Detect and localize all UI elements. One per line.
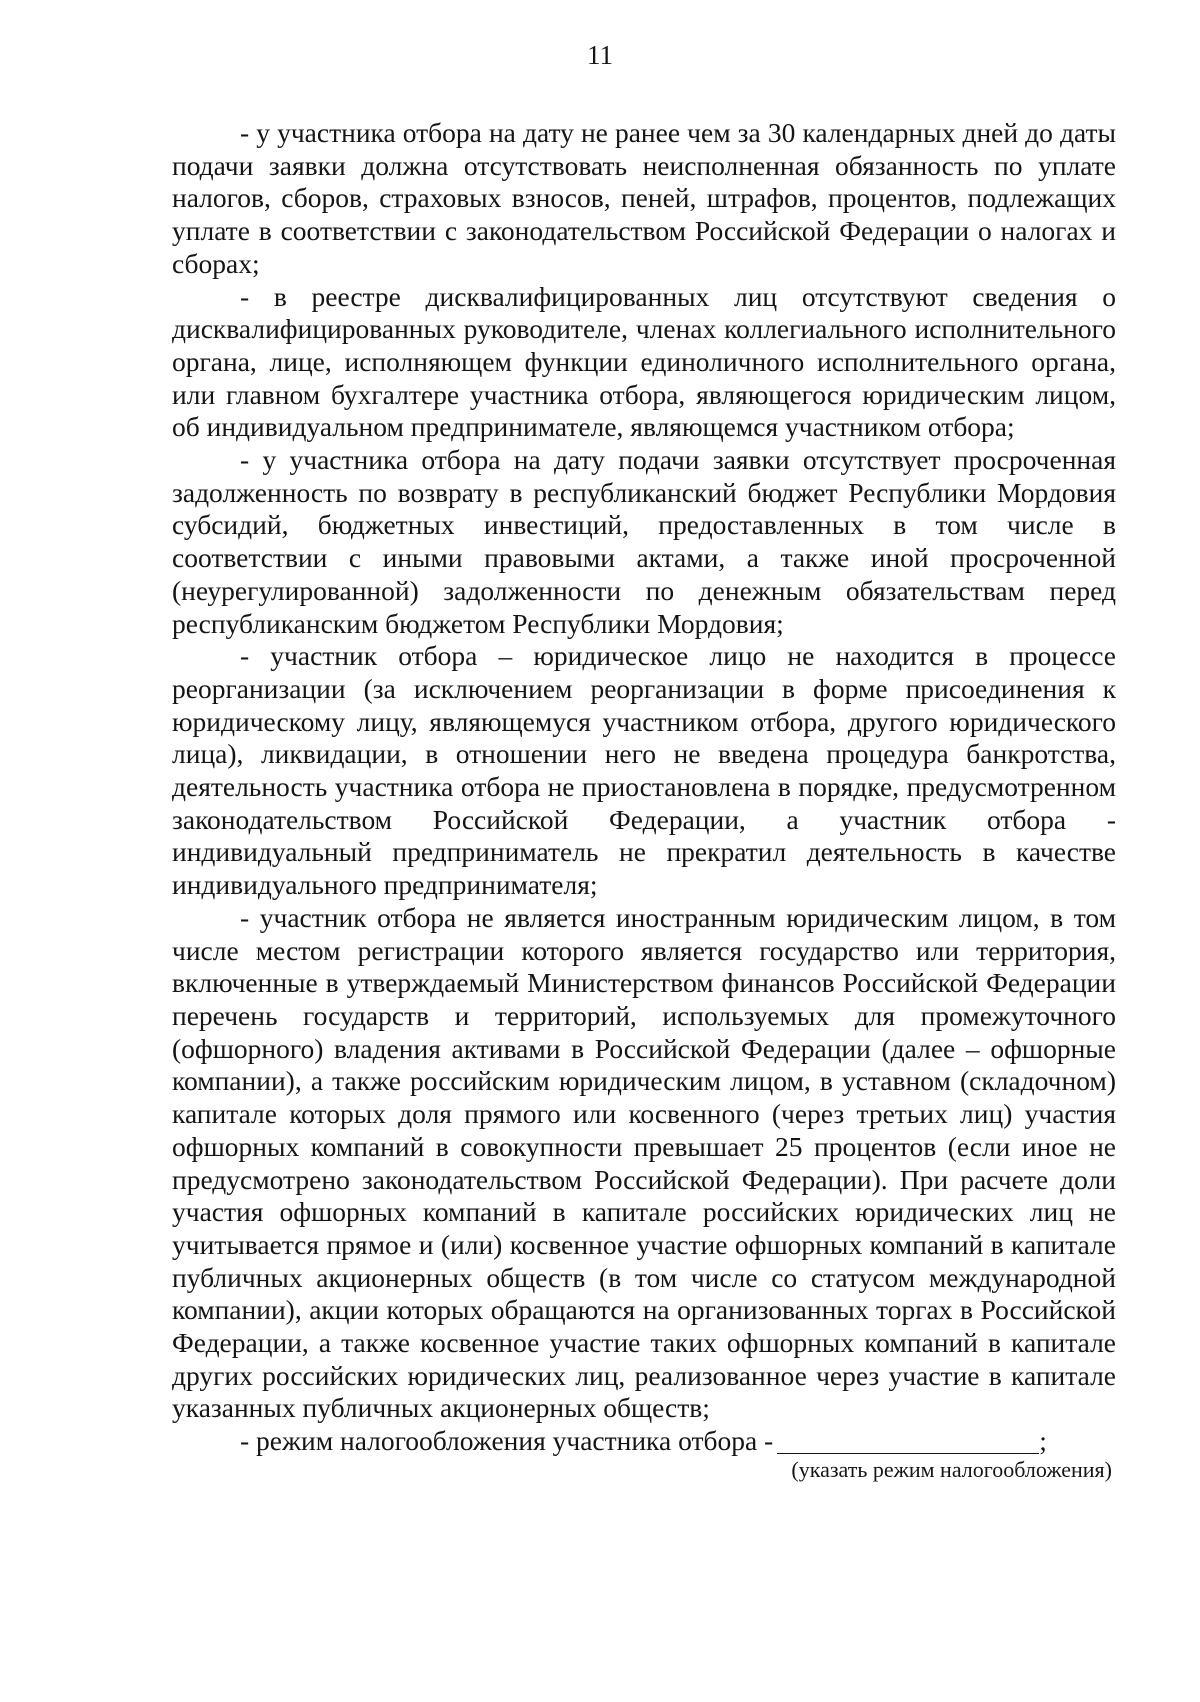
paragraph-no-tax-debt: - у участника отбора на дату не ранее чем за 30 календарных дней до даты подачи заявки должна отсутствовать неисполненная обязанность по уплате налогов, сборов, страховых взносов, пеней, штрафов, процентов, подлежащих уплате в соответствии с законодательством Российской Федерации о налогах и сборах; xyxy=(172,117,1116,279)
tax-regime-blank-field[interactable] xyxy=(777,1427,1039,1454)
tax-regime-label: - режим налогообложения участника отбора - xyxy=(240,1425,774,1457)
paragraph-not-offshore: - участник отбора не является иностранным юридическим лицом, в том числе местом регистрации которого является государство или территория, включенные в утверждаемый Министерством финансов Российской Федерации перечень государств и территорий, используемых для промежуточного (офшорного) владения активами в Российской Федерации (далее – офшорные компании), а также российским юридическим лицом, в уставном (складочном) капитале которых доля прямого или косвенного (через третьих лиц) участия офшорных компаний в совокупности превышает 25 процентов (если иное не предусмотрено законодательством Российской Федерации). При расчете доли участия офшорных компаний в капитале российских юридических лиц не учитывается прямое и (или) косвенное участие офшорных компаний в капитале публичных акционерных обществ (в том числе со статусом международной компании), акции которых обращаются на организованных торгах в Российской Федерации, а также косвенное участие таких офшорных компаний в капитале других российских юридических лиц, реализованное через участие в капитале указанных публичных акционерных обществ; xyxy=(172,901,1116,1424)
paragraph-no-overdue-debt: - у участника отбора на дату подачи заявки отсутствует просроченная задолженность по возврату в республиканский бюджет Республики Мордовия субсидий, бюджетных инвестиций, предоставленных в том числе в соответствии с иными правовыми актами, а также иной просроченной (неурегулированной) задолженности по денежным обязательствам перед республиканским бюджетом Республики Мордовия; xyxy=(172,444,1116,639)
page-number: 11 xyxy=(587,40,613,70)
tax-regime-caption: (указать режим налогообложения) xyxy=(791,1456,1112,1482)
tax-regime-terminator: ; xyxy=(1039,1425,1047,1457)
paragraph-disqualified-persons: - в реестре дисквалифицированных лиц отсутствуют сведения о дисквалифицированных руководителе, членах коллегиального исполнительного органа, лице, исполняющем функции единоличного исполнительного органа, или главном бухгалтере участника отбора, являющегося юридическим лицом, об индивидуальном предпринимателе, являющемся участником отбора; xyxy=(172,280,1116,443)
document-body xyxy=(172,117,1116,1482)
tax-regime-line xyxy=(172,1425,1116,1458)
paragraph-no-reorganization: - участник отбора – юридическое лицо не находится в процессе реорганизации (за исключением реорганизации в форме присоединения к юридическому лицу, являющемуся участником отбора, другого юридического лица), ликвидации, в отношении него не введена процедура банкротства, деятельность участника отбора не приостановлена в порядке, предусмотренном законодательством Российской Федерации, а участник отбора - индивидуальный предприниматель не прекратил деятельность в качестве индивидуального предпринимателя; xyxy=(172,640,1116,901)
